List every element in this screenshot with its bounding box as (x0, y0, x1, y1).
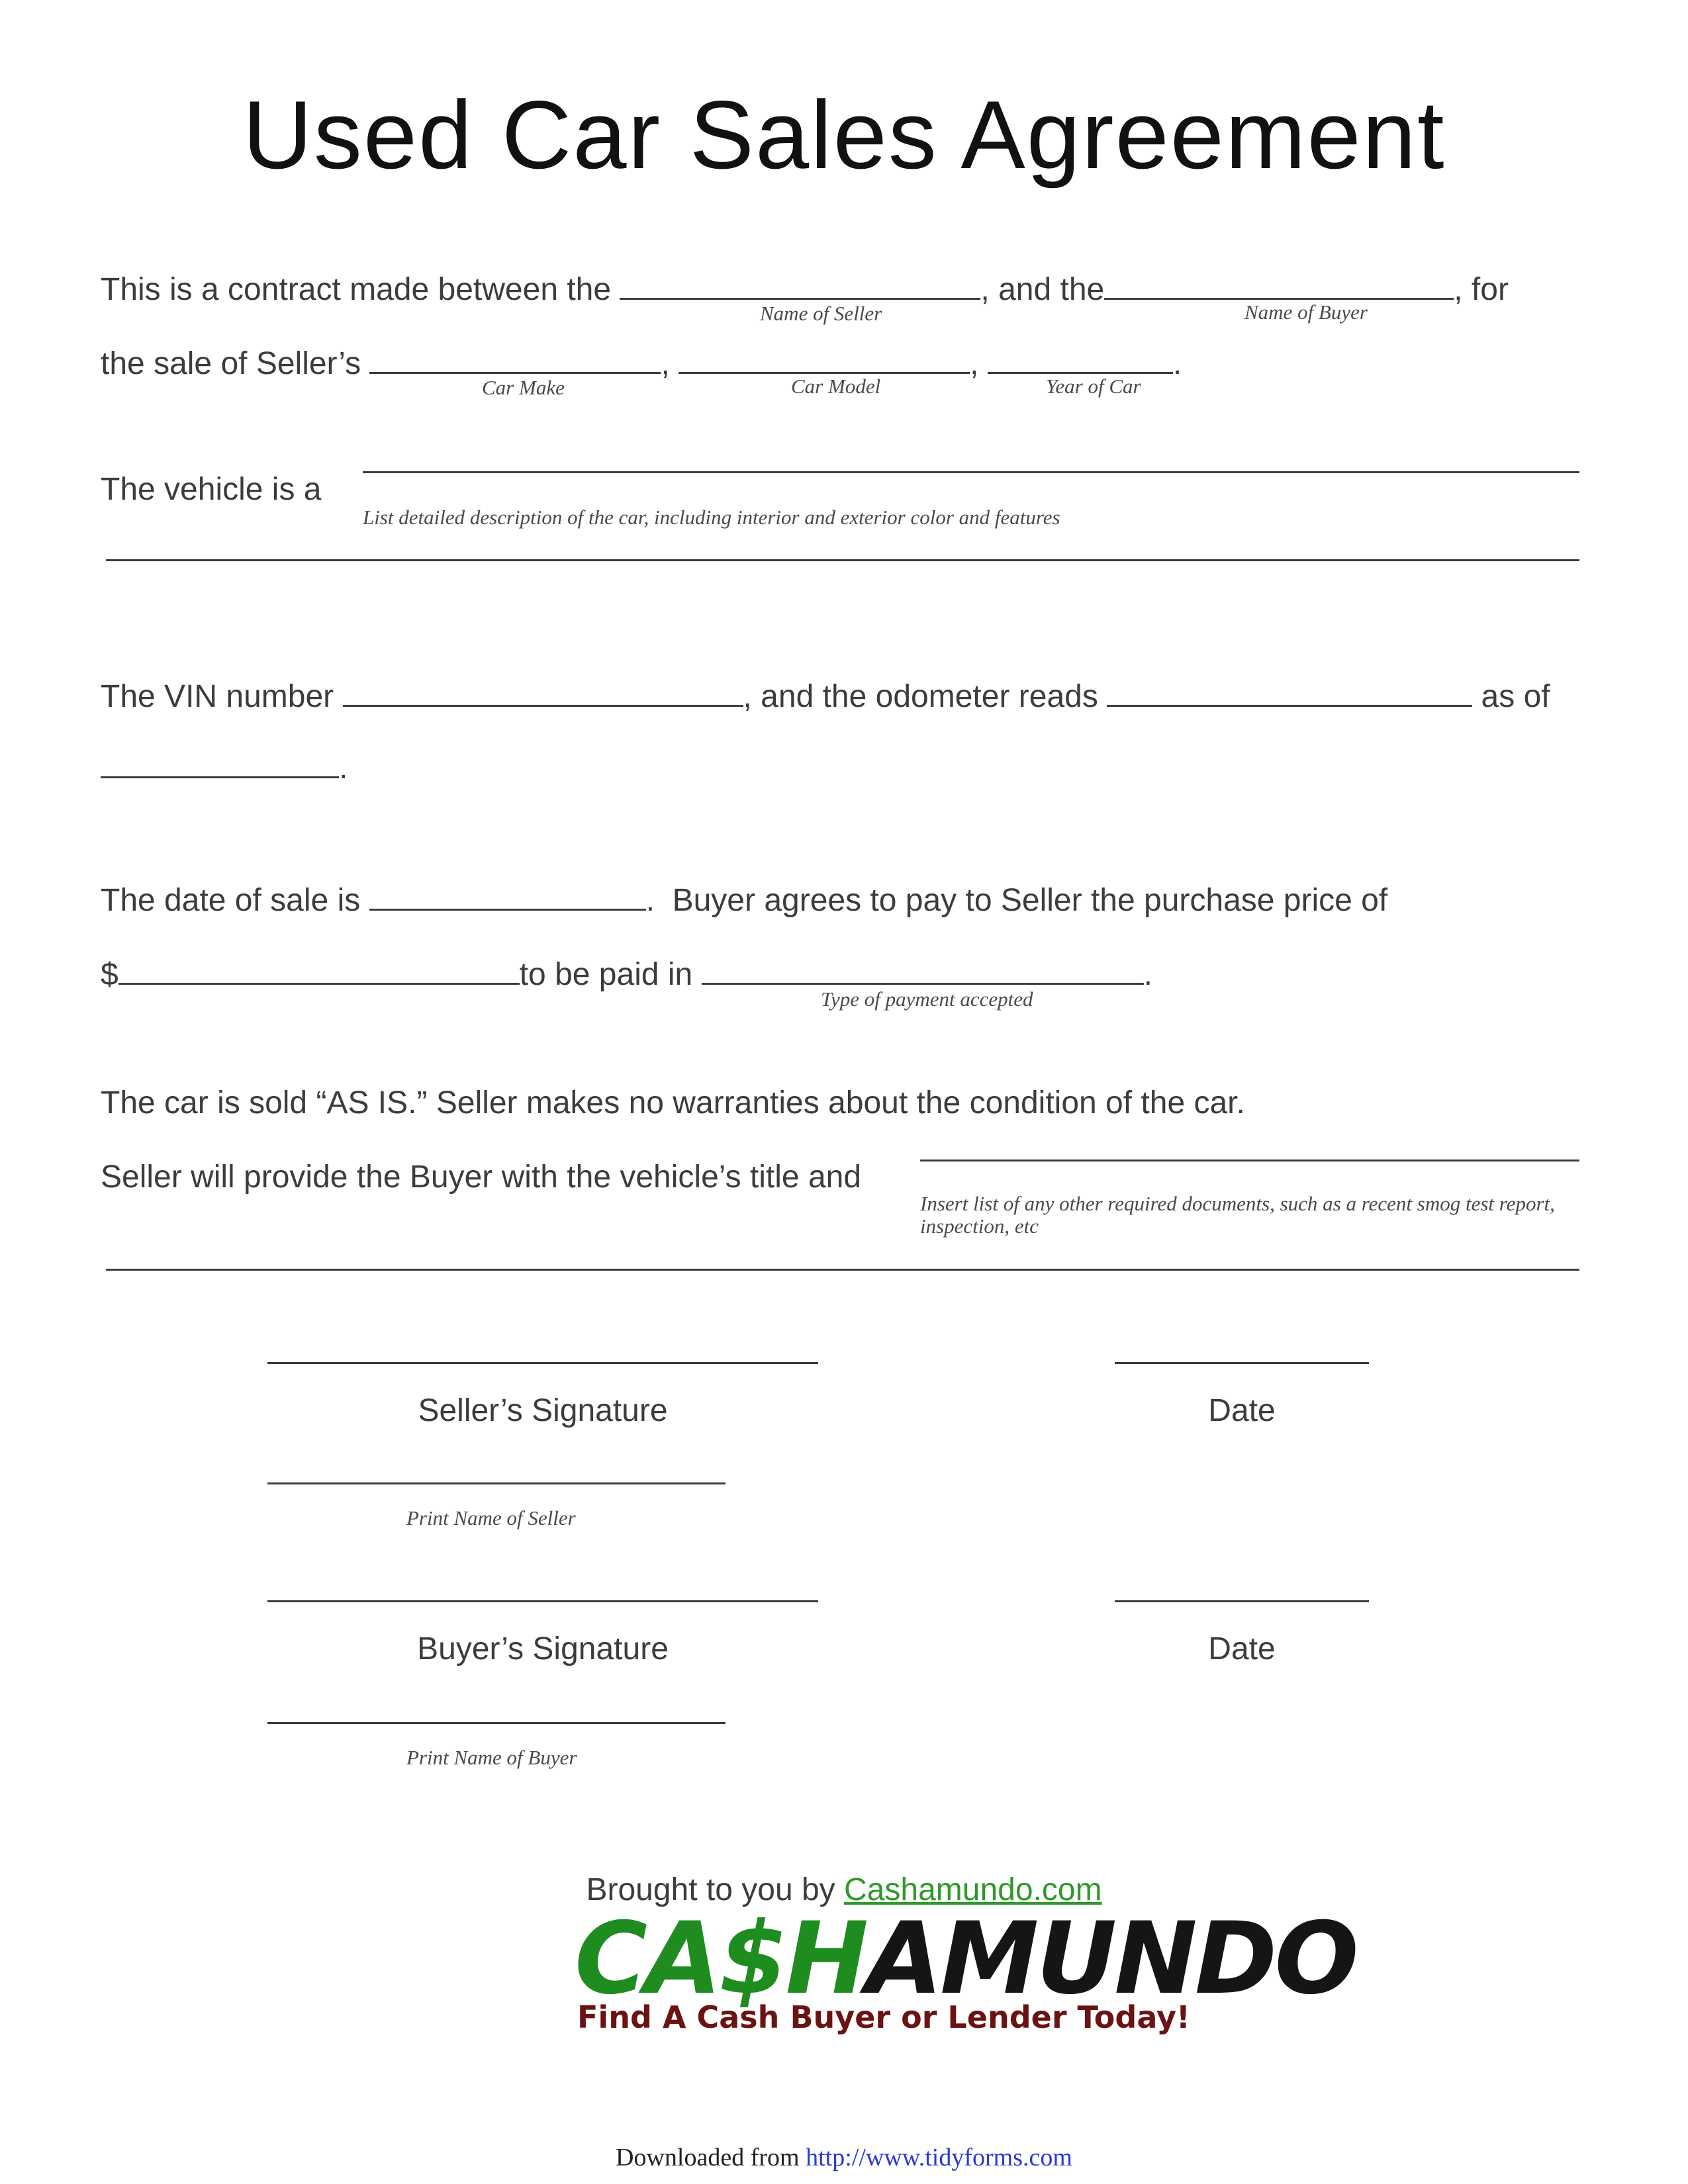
odometer-text: , and the odometer reads (743, 679, 1098, 714)
seller-print-name-blank[interactable] (267, 1482, 726, 1484)
hint-car-make: Car Make (482, 376, 565, 399)
buyer-signature-label: Buyer’s Signature (417, 1631, 669, 1666)
seller-date-blank[interactable] (1115, 1362, 1369, 1364)
seller-signature-label: Seller’s Signature (418, 1393, 668, 1428)
hint-print-name-of-seller: Print Name of Seller (406, 1506, 576, 1529)
hint-car-model: Car Model (791, 375, 881, 398)
logo-wordmark-green: CA$H (575, 1901, 867, 2017)
hint-name-of-seller: Name of Seller (760, 302, 882, 325)
as-is-statement: The car is sold “AS IS.” Seller makes no warranties about the condition of the car. (101, 1085, 1245, 1120)
contract-intro-text: This is a contract made between the (101, 272, 612, 307)
vin-number-blank[interactable] (343, 678, 743, 707)
hint-year-of-car: Year of Car (1046, 375, 1141, 398)
as-of-text: as of (1481, 679, 1550, 714)
hint-vehicle-description: List detailed description of the car, including interior and exterior color and features (363, 506, 1060, 529)
purchase-price-text: Buyer agrees to pay to Seller the purchase price of (672, 883, 1388, 918)
vin-label-text: The VIN number (101, 679, 334, 714)
sale-date-line: The date of sale is . Buyer agrees to pay to Seller the purchase price of (101, 883, 1388, 918)
hint-name-of-buyer: Name of Buyer (1244, 300, 1368, 324)
buyer-name-blank[interactable] (1104, 271, 1454, 300)
tidyforms-link[interactable]: http://www.tidyforms.com (806, 2144, 1072, 2171)
seller-date-label: Date (1208, 1393, 1276, 1428)
price-payment-line: $ to be paid in . (101, 957, 1152, 992)
vehicle-description-label: The vehicle is a (101, 472, 322, 507)
buyer-date-blank[interactable] (1115, 1600, 1369, 1602)
other-documents-continued-blank[interactable] (106, 1269, 1579, 1271)
logo-wordmark-black: AMUNDO (866, 1901, 1356, 2017)
car-make-blank[interactable] (369, 345, 661, 374)
hint-other-documents: Insert list of any other required documents, such as a recent smog test report, inspection, etc (920, 1192, 1555, 1238)
seller-signature-blank[interactable] (267, 1362, 818, 1364)
and-the-text: , and the (980, 272, 1105, 307)
hint-type-of-payment: Type of payment accepted (821, 987, 1033, 1011)
cashamundo-link[interactable]: Cashamundo.com (844, 1872, 1102, 1907)
dollar-sign: $ (101, 957, 118, 992)
odometer-reading-blank[interactable] (1107, 678, 1472, 707)
car-model-blank[interactable] (679, 345, 970, 374)
car-year-blank[interactable] (988, 345, 1173, 374)
sale-of-seller-text: the sale of Seller’s (101, 346, 361, 381)
hint-print-name-of-buyer: Print Name of Buyer (406, 1746, 577, 1769)
other-documents-blank[interactable] (920, 1160, 1579, 1161)
document-title: Used Car Sales Agreement (242, 81, 1446, 189)
brought-to-you-text: Brought to you by (586, 1872, 835, 1907)
odometer-date-blank[interactable] (101, 750, 339, 778)
sale-date-blank[interactable] (369, 882, 646, 911)
logo-tagline: Find A Cash Buyer or Lender Today! (577, 1999, 1190, 2035)
purchase-price-blank[interactable] (118, 956, 520, 985)
downloaded-from (0, 2143, 1688, 2172)
buyer-date-label: Date (1208, 1631, 1276, 1666)
vehicle-description-blank[interactable] (363, 471, 1579, 473)
payment-type-blank[interactable] (702, 956, 1144, 985)
car-details-line: the sale of Seller’s , , . (101, 346, 1182, 381)
to-be-paid-text: to be paid in (519, 957, 693, 992)
title-documents-text: Seller will provide the Buyer with the vehicle’s title and (101, 1160, 862, 1195)
seller-name-blank[interactable] (620, 271, 980, 300)
cashamundo-logo[interactable] (575, 1901, 1356, 2042)
downloaded-from-text: Downloaded from (616, 2144, 800, 2171)
buyer-print-name-blank[interactable] (267, 1722, 726, 1724)
for-text: , for (1454, 272, 1509, 307)
vin-odometer-line (101, 678, 1550, 713)
vehicle-description-continued-blank[interactable] (106, 559, 1579, 561)
buyer-signature-blank[interactable] (267, 1600, 818, 1602)
odometer-date-line: . (101, 750, 348, 784)
date-of-sale-text: The date of sale is (101, 883, 361, 918)
